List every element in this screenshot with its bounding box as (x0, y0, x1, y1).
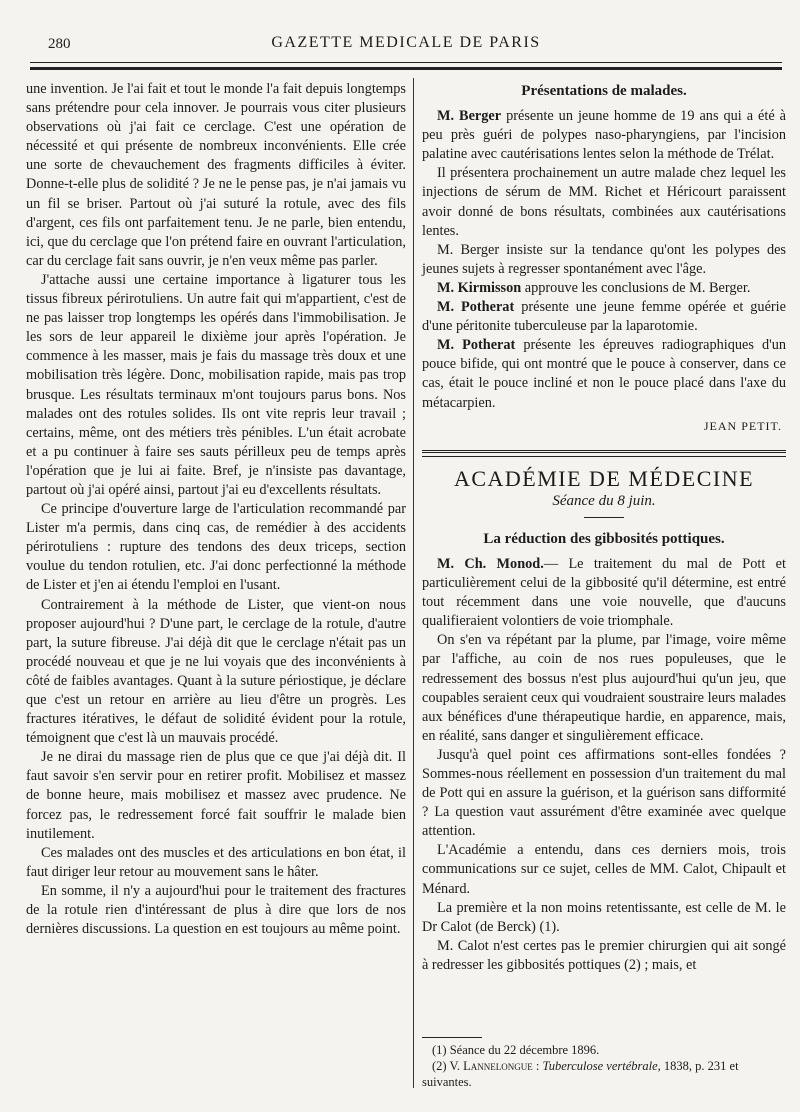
paragraph: L'Académie a entendu, dans ces derniers mois, trois communications sur ce sujet, celles de MM. Calot, Chipault et Ménard. (422, 842, 786, 897)
speaker-name: M. Kirmisson (437, 279, 522, 296)
author-signature: JEAN PETIT. (703, 418, 782, 433)
right-column (422, 80, 786, 975)
paragraph: Jusqu'à quel point ces affirmations sont-elles fondées ? Sommes-nous réellement en possession d'un traitement du mal de Pott qui en assure la guérison, et la guérison sans difformité ? La question vaut assurément d'être examinée avec quelque attention. (422, 746, 786, 840)
speaker-name: M. Potherat (437, 337, 516, 354)
article-title: La réduction des gibbosités pottiques. (483, 530, 725, 547)
paragraph: une invention. Je l'ai fait et tout le monde l'a fait depuis longtemps sans prétendre pour cela innover. Je pourrais vous citer plusieurs observations où j'ai fait ce cerclage. C'est une opération de nécessité et qui présente de nombreux inconvénients. Elle crée une sorte de chevauchement des fragments difficiles à éviter. Donne-t-elle plus de solidité ? Je ne le pense pas, je n'ai jamais vu un fil se briser. Partout où j'ai suturé la rotule, avec des fils d'argent, ces fils ont parfaitement tenu. Je ne parle, bien entendu, ici, que du cerclage que l'on prétend faire en ouvrant l'articulation, car du cerclage fait sans ouvrir, je n'en veux même pas parler. (26, 81, 406, 269)
column-divider (413, 78, 414, 1088)
paragraph: Il présentera prochainement un autre malade chez lequel les injections de sérum de MM. Richet et Héricourt paraissent avoir donné de bons résultats, combinées aux cautérisations lentes. (422, 165, 786, 239)
paragraph: Je ne dirai du massage rien de plus que ce que j'ai déjà dit. Il faut savoir s'en servir pour en retirer profit. Mobilisez et massez de bonne heure, mais mobilisez et massez avec prudence. Ne forcez pas, le redressement forcé fait souffrir le malade bien inutilement. (26, 749, 406, 842)
session-date: Séance du 8 juin. (552, 492, 656, 509)
section-separator (422, 450, 786, 457)
academy-heading: ACADÉMIE DE MÉDECINE (453, 465, 755, 491)
footnote: (2) V. Lannelongue : Tuberculose vertébrale, 1838, p. 231 et suivantes. (422, 1059, 739, 1089)
paragraph: Ces malades ont des muscles et des articulations en bon état, il faut diriger leur retour au mouvement sans le hâter. (26, 844, 406, 880)
paragraph: On s'en va répétant par la plume, par l'image, voire même par l'affiche, au coin de nos rues populeuses, que le redressement des bossus n'est plus aujourd'hui qu'un jeu, que coupables seraient ceux qui voudraient soustraire leurs malades aux bénéfices d'une thérapeutique hardie, en apparence, mais, en réalité, sans danger et singulièrement efficace. (422, 632, 786, 744)
paragraph: M. Berger présente un jeune homme de 19 ans qui a été à peu près guéri de polypes naso-pharyngiens, par l'incision palatine avec cautérisations lentes selon la méthode de Trélat. (422, 108, 786, 163)
left-column (26, 80, 406, 939)
footnote: (1) Séance du 22 décembre 1896. (432, 1043, 600, 1057)
speaker-name: M. Ch. Monod. (437, 555, 544, 572)
speaker-name: M. Berger (437, 108, 502, 125)
paragraph: M. Ch. Monod.— Le traitement du mal de Pott et particulièrement celui de la gibbosité qu'il détermine, est entré tout récemment dans une voie nouvelle, que d'aucuns qualifieraient volontiers de voie triomphale. (422, 555, 786, 630)
header-rule-thin (30, 62, 782, 63)
header-rule-thick (30, 67, 782, 70)
footnote-author: Lannelongue (463, 1059, 533, 1073)
running-title: GAZETTE MEDICALE DE PARIS (271, 34, 541, 51)
short-rule (584, 517, 624, 518)
paragraph: En somme, il n'y a aujourd'hui pour le traitement des fractures de la rotule rien d'intéressant de plus à dire que lors de nos dernières discussions. La question en est toujours au même point. (26, 882, 406, 938)
paragraph: M. Potherat présente les épreuves radiographiques d'un pouce bifide, qui ont montré que le pouce à conserver, dans ce cas, était le pouce incliné et non le pouce placé dans l'axe du métacarpien. (422, 337, 786, 411)
paragraph: Contrairement à la méthode de Lister, que vient-on nous proposer aujourd'hui ? D'une part, le cerclage de la rotule, d'autre part, la suture fibreuse. J'ai déjà dit que le cerclage n'était pas un procédé nouveau et que je ne lui voyais que des inconvénients à côté de faibles avantages. Quant à la suture périostique, je déclare que c'est un retour en arrière au lieu d'être un progrès. Les fractures itératives, le défaut de solidité évident pour la rotule, témoignent que c'est là un mauvais procédé. (26, 596, 406, 747)
footnote-book-title: Tuberculose vertébrale (542, 1059, 658, 1073)
page-number: 280 (48, 36, 71, 52)
paragraph: M. Potherat présente une jeune femme opérée et guérie d'une péritonite tuberculeuse par la laparotomie. (422, 299, 786, 335)
page-header (30, 30, 782, 70)
paragraph: M. Kirmisson approuve les conclusions de M. Berger. (437, 279, 751, 296)
paragraph: J'attache aussi une certaine importance à ligaturer tous les tissus fibreux périrotuliens. Un autre fait qui m'appartient, c'est de ne pas laisser trop longtemps les opérés dans l'immobilisation. Je les sors de leur appareil le dixième jour après l'opération. Je commence à les masser, mais je fais du massage très doux et une mobilisation très légère. Donc, mobilisation rapide, mais pas trop brusque. Les résultats terminaux m'ont toujours parus bons. Nos malades ont des rotules solides. Ils ont vite repris leur travail ; certains, même, ont des métiers très pénibles. L'un était acrobate et a pu continuer à faire ses sauts périlleux peu de temps après l'opération que je lui ai faite. Bref, je n'insiste pas davantage, partout où j'ai opéré ainsi, partout j'ai eu d'excellents résultats. (26, 271, 406, 498)
paragraph: M. Calot n'est certes pas le premier chirurgien qui ait songé à redresser les gibbosités pottiques (2) ; mais, et (422, 937, 786, 973)
paragraph: Ce principe d'ouverture large de l'articulation recommandé par Lister m'a permis, dans cinq cas, de remédier à des accidents périrotuliens : rupture des tendons des deux triceps, section voulue du tendon rotulien, etc. J'ai donc perfectionné la méthode de Lister et j'en ai étendu l'emploi en l'usant. (26, 501, 406, 594)
footnote-rule (422, 1037, 482, 1038)
paragraph: La première et la non moins retentissante, est celle de M. le Dr Calot (de Berck) (1). (422, 899, 786, 935)
footnotes (422, 1037, 786, 1090)
section-title: Présentations de malades. (521, 83, 687, 99)
speaker-name: M. Potherat (437, 299, 515, 316)
paragraph: M. Berger insiste sur la tendance qu'ont les polypes des jeunes sujets à regresser spontanément avec l'âge. (422, 241, 786, 277)
